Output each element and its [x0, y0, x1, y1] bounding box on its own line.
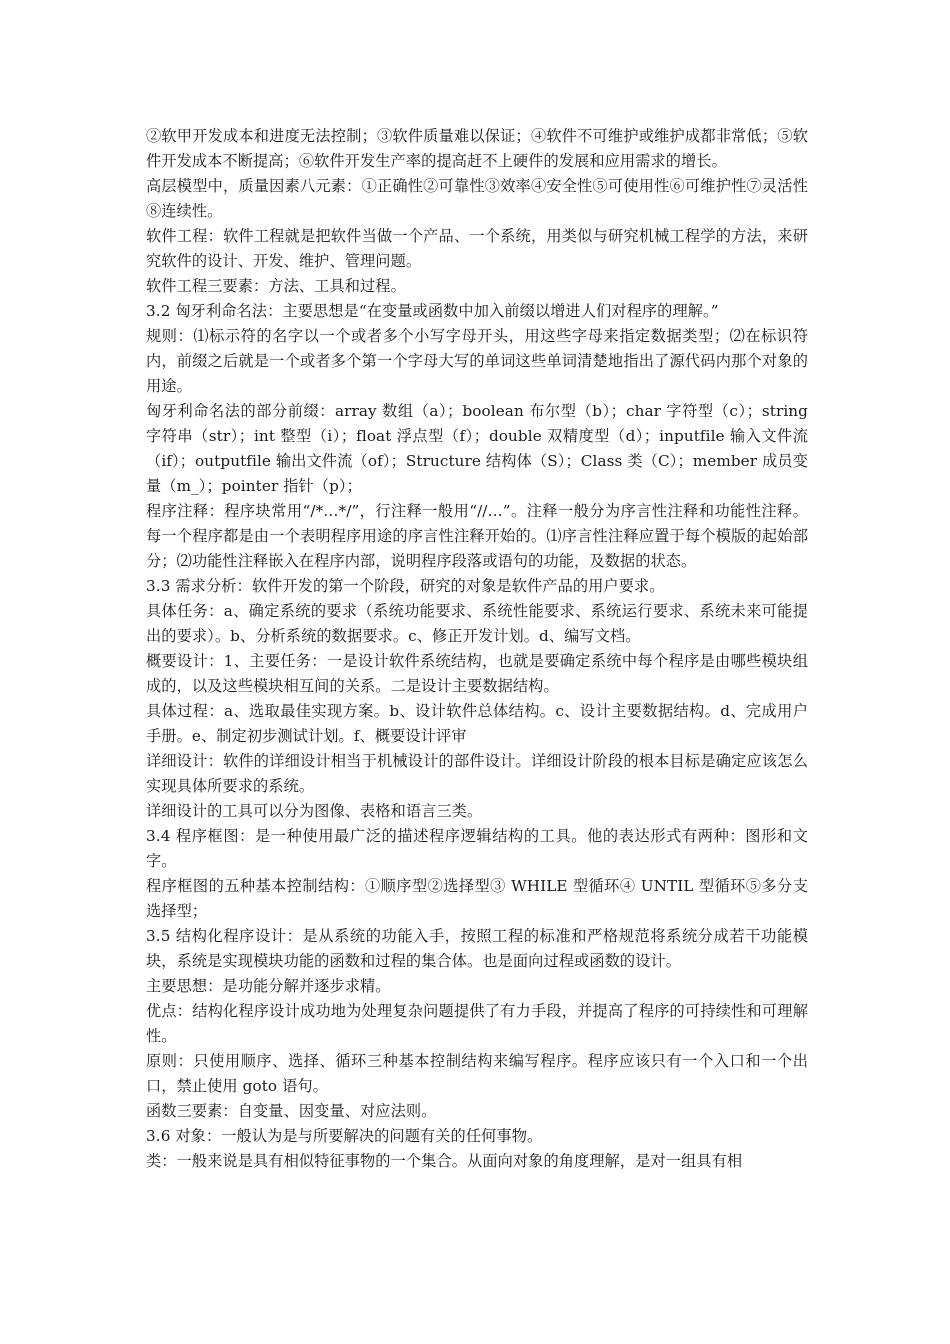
paragraph-outline-design: 概要设计：1、主要任务：一是设计软件系统结构，也就是要确定系统中每个程序是由哪些模块组成的，以及这些模块相互间的关系。二是设计主要数据结构。	[146, 652, 808, 695]
paragraph-requirements: 3.3 需求分析：软件开发的第一个阶段，研究的对象是软件产品的用户要求。	[146, 577, 665, 595]
paragraph-design-tools: 详细设计的工具可以分为图像、表格和语言三类。	[146, 802, 483, 820]
document-body	[146, 124, 808, 1174]
paragraph-software-crisis: ②软甲开发成本和进度无法控制；③软件质量难以保证；④软件不可维护或维护成都非常低；⑤软件开发成本不断提高；⑥软件开发生产率的提高赶不上硬件的发展和应用需求的增长。	[146, 127, 808, 170]
paragraph-function-elements: 函数三要素：自变量、因变量、对应法则。	[146, 1102, 437, 1120]
paragraph-control-structures: 程序框图的五种基本控制结构：①顺序型②选择型③ WHILE 型循环④ UNTIL 型循环⑤多分支选择型；	[146, 877, 808, 920]
paragraph-class: 类：一般来说是具有相似特征事物的一个集合。从面向对象的角度理解，是对一组具有相	[146, 1152, 743, 1170]
paragraph-rules: 规则：⑴标示符的名字以一个或者多个小写字母开头，用这些字母来指定数据类型；⑵在标识符内，前缀之后就是一个或者多个第一个字母大写的单词这些单词清楚地指出了源代码内那个对象的用途。	[146, 327, 808, 395]
paragraph-prefixes: 匈牙利命名法的部分前缀：array 数组（a）；boolean 布尔型（b）；char 字符型（c）；string 字符串（str）；int 整型（i）；float 浮点型（f）；double 双精度型（d）；inputfile 输入文件流（if）；outputfile 输出文件流（of）；Structure 结构体（S）；Class 类（C）；member 成员变量（m_）；pointer 指针（p）；	[146, 402, 808, 495]
paragraph-software-engineering: 软件工程：软件工程就是把软件当做一个产品、一个系统，用类似与研究机械工程学的方法，来研究软件的设计、开发、维护、管理问题。	[146, 227, 808, 270]
paragraph-advantages: 优点：结构化程序设计成功地为处理复杂问题提供了有力手段，并提高了程序的可持续性和可理解性。	[146, 1002, 808, 1045]
paragraph-principles: 原则：只使用顺序、选择、循环三种基本控制结构来编写程序。程序应该只有一个入口和一个出口，禁止使用 goto 语句。	[146, 1052, 808, 1095]
paragraph-main-idea: 主要思想：是功能分解并逐步求精。	[146, 977, 391, 995]
paragraph-three-elements: 软件工程三要素：方法、工具和过程。	[146, 277, 406, 295]
paragraph-detailed-design: 详细设计：软件的详细设计相当于机械设计的部件设计。详细设计阶段的根本目标是确定应该怎么实现具体所要求的系统。	[146, 752, 808, 795]
paragraph-tasks: 具体任务：a、确定系统的要求（系统功能要求、系统性能要求、系统运行要求、系统未来可能提出的要求）。b、分析系统的数据要求。c、修正开发计划。d、编写文档。	[146, 602, 808, 645]
paragraph-process: 具体过程：a、选取最佳实现方案。b、设计软件总体结构。c、设计主要数据结构。d、完成用户手册。e、制定初步测试计划。f、概要设计评审	[146, 702, 808, 745]
paragraph-flowchart: 3.4 程序框图：是一种使用最广泛的描述程序逻辑结构的工具。他的表达形式有两种：图形和文字。	[146, 827, 808, 870]
paragraph-hungarian-notation: 3.2 匈牙利命名法：主要思想是“在变量或函数中加入前缀以增进人们对程序的理解。”	[146, 302, 719, 320]
paragraph-structured-programming: 3.5 结构化程序设计：是从系统的功能入手，按照工程的标准和严格规范将系统分成若干功能模块，系统是实现模块功能的函数和过程的集合体。也是面向过程或函数的设计。	[146, 927, 808, 970]
paragraph-object: 3.6 对象：一般认为是与所要解决的问题有关的任何事物。	[146, 1127, 543, 1145]
paragraph-comments: 程序注释：程序块常用“/*…*/”，行注释一般用“//…”。注释一般分为序言性注释和功能性注释。每一个程序都是由一个表明程序用途的序言性注释开始的。⑴序言性注释应置于每个模版的起始部分；⑵功能性注释嵌入在程序内部，说明程序段落或语句的功能，及数据的状态。	[146, 502, 808, 570]
paragraph-quality-factors: 高层模型中，质量因素八元素：①正确性②可靠性③效率④安全性⑤可使用性⑥可维护性⑦灵活性⑧连续性。	[146, 177, 808, 220]
